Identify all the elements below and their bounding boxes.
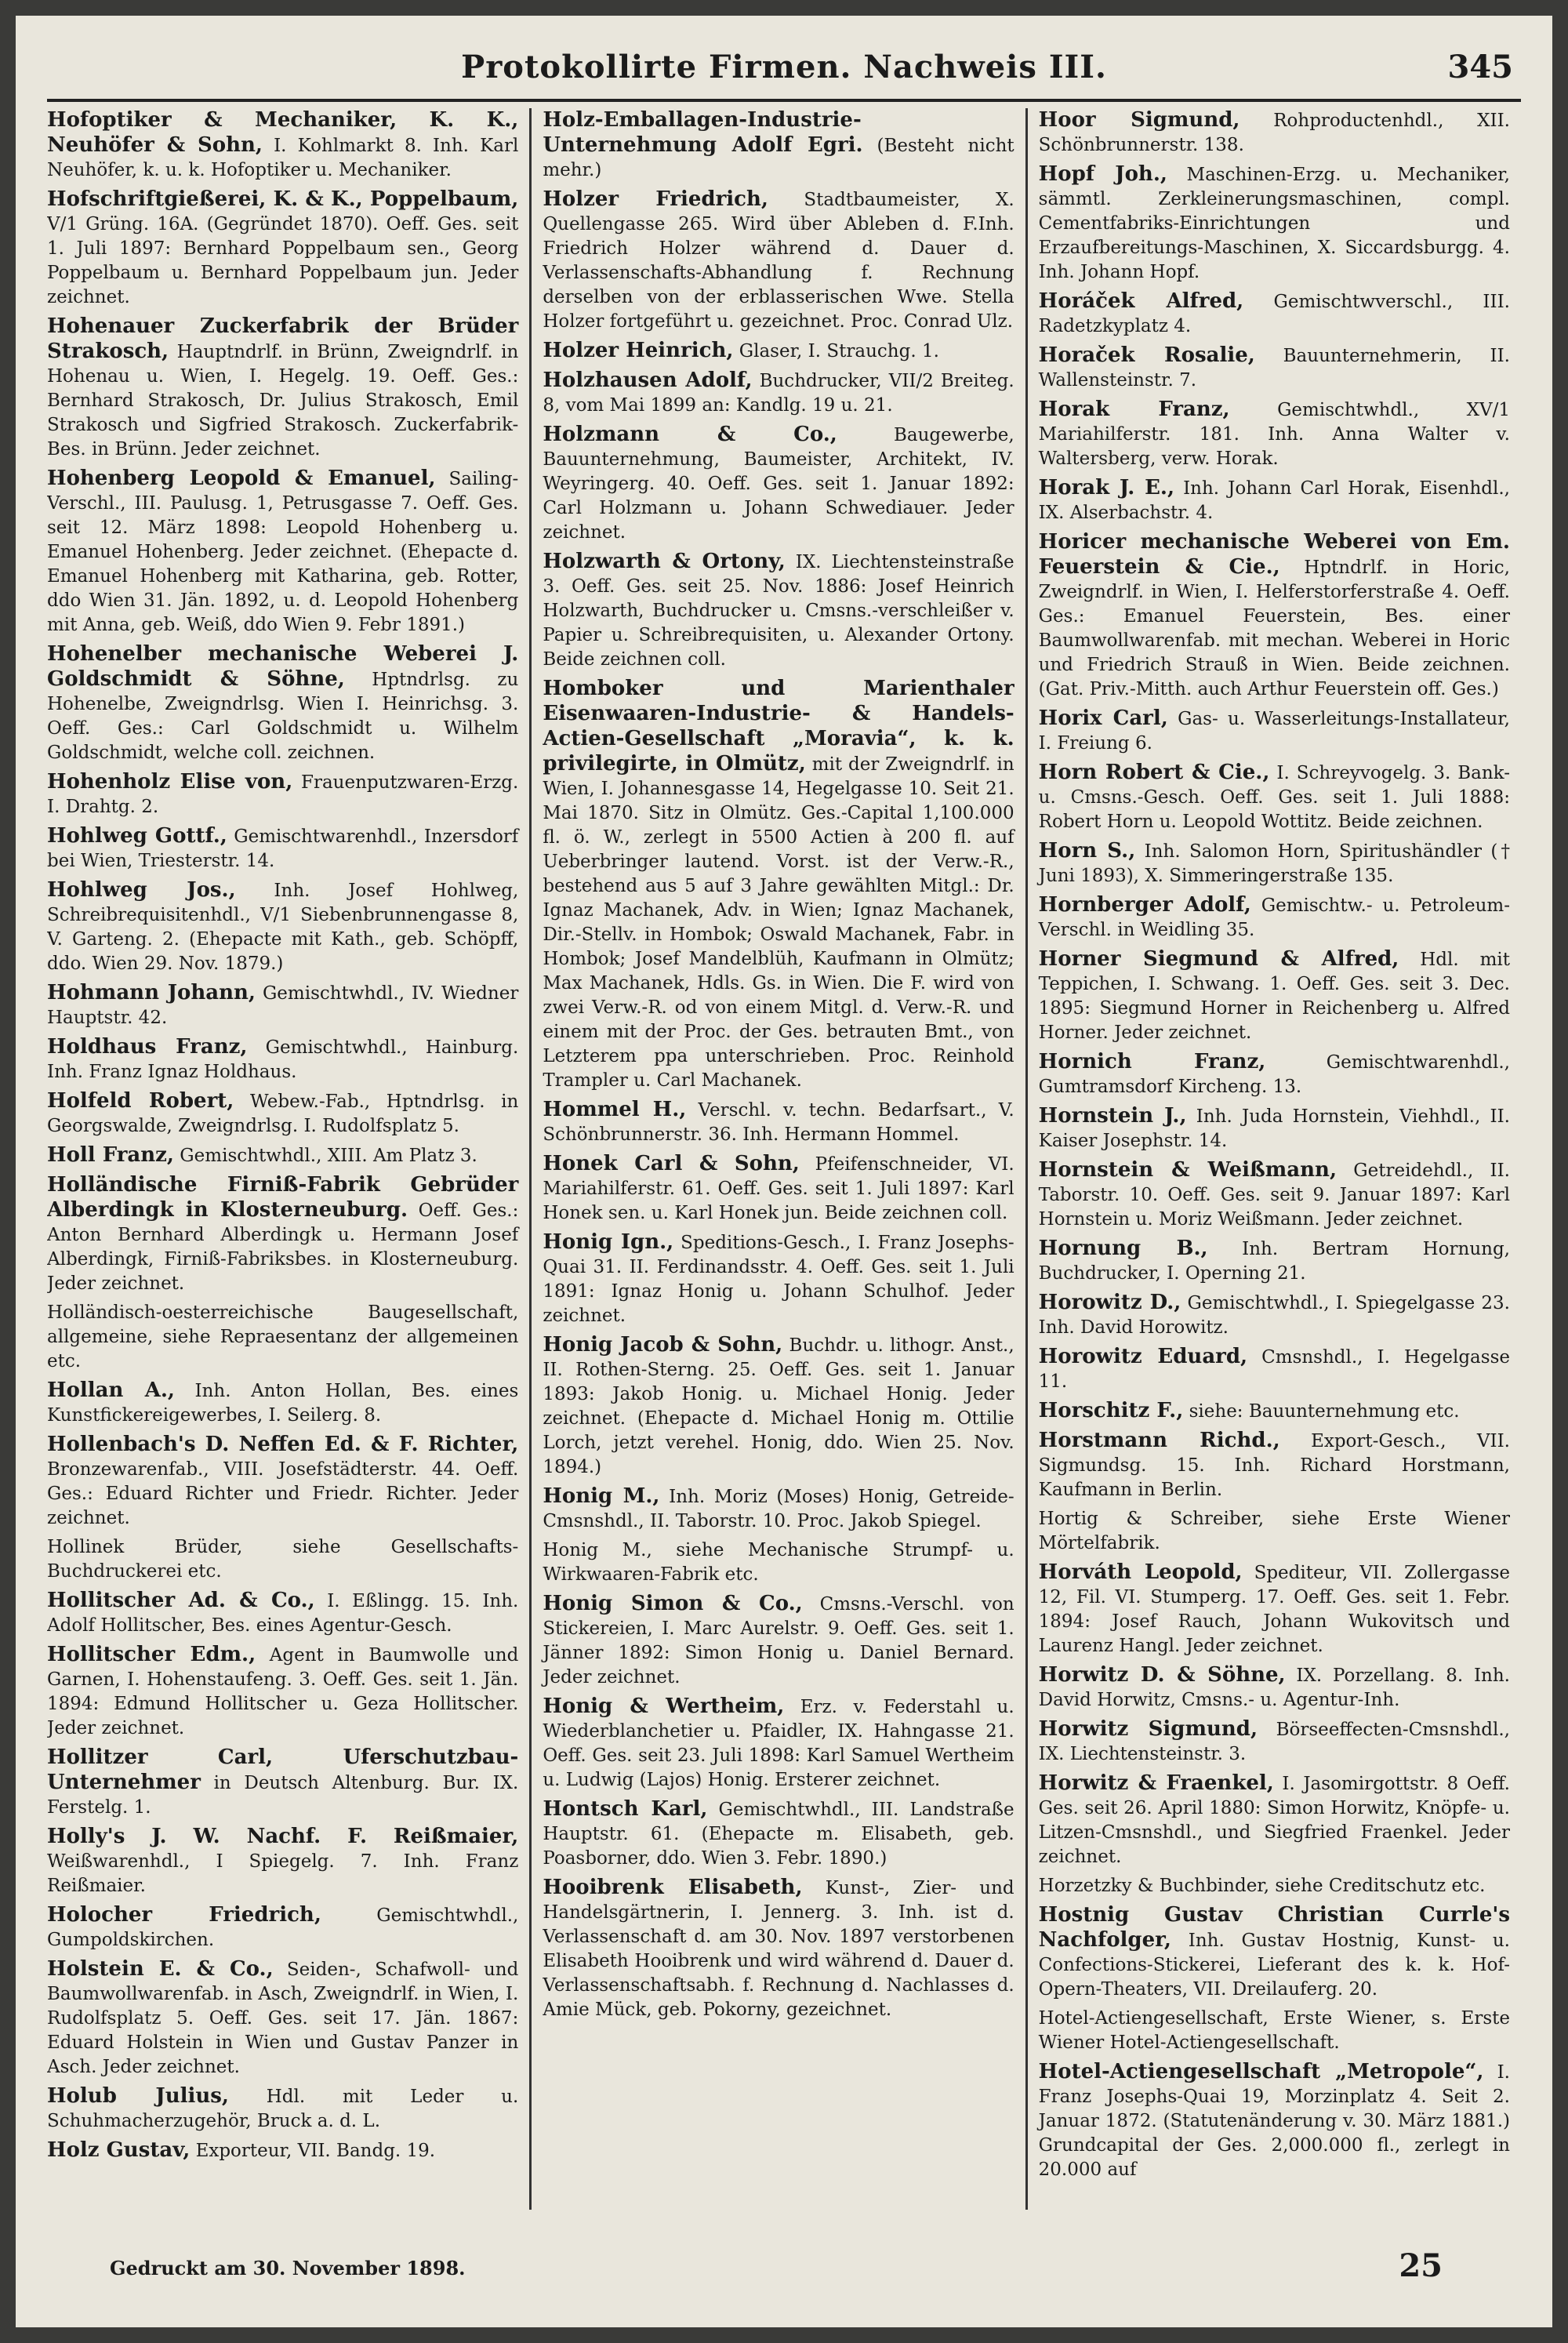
directory-entry xyxy=(47,1903,518,1952)
firm-name: Holly's J. W. Nachf. F. Reißmaier, xyxy=(47,1825,519,1848)
firm-details: Frauenputzwaren-Erzg. I. Drahtg. 2. xyxy=(47,772,519,817)
firm-details: Gemischtw.- u. Petroleum-Verschl. in Weidling 35. xyxy=(1038,895,1510,940)
directory-entry xyxy=(1039,1104,1510,1153)
firm-details: Export-Gesch., VII. Sigmundsg. 15. Inh. Richard Horstmann, Kaufmann in Berlin. xyxy=(1038,1431,1510,1500)
directory-entry xyxy=(1039,343,1510,393)
directory-entry xyxy=(543,677,1014,1093)
column-3 xyxy=(1025,108,1521,2210)
firm-details: Cmsns.-Verschl. von Stickereien, I. Marc Aurelstr. 9. Oeff. Ges. seit 1. Jänner 1892: Simon Honig u. Daniel Bernard. Jeder zeichnet. xyxy=(543,1594,1014,1687)
directory-entry xyxy=(1039,1663,1510,1713)
firm-details: Sailing-Verschl., III. Paulusg. 1, Petrusgasse 7. Oeff. Ges. seit 12. März 1898: Leopold Hohenberg u. Emanuel Hohenberg. Jeder zeichnet. (Ehepacte d. Emanuel Hohenberg mit Katharina, geb. Rotter, ddo Wien 31. Jän. 1892, u. d. Leopold Hohenberg mit Anna, geb. Weiß, ddo Wien 9. Febr 1891.) xyxy=(47,469,519,635)
firm-name: Holocher Friedrich, xyxy=(47,1903,321,1927)
firm-details: Gemischtwhdl., IV. Wiedner Hauptstr. 42. xyxy=(47,983,519,1028)
firm-name: Hohenberg Leopold & Emanuel, xyxy=(47,467,436,490)
directory-entry xyxy=(1039,108,1510,158)
firm-details: Gas- u. Wasserleitungs-Installateur, I. Freiung 6. xyxy=(1038,709,1510,754)
firm-details: Hollinek Brüder, siehe Gesellschafts-Buchdruckerei etc. xyxy=(47,1537,519,1582)
firm-name: Hostnig Gustav Christian Currle's Nachfolger, xyxy=(1038,1903,1510,1952)
firm-name: Horschitz F., xyxy=(1038,1399,1184,1422)
directory-entry xyxy=(1039,1903,1510,2002)
directory-entry xyxy=(47,642,518,765)
directory-entry xyxy=(543,423,1014,545)
firm-details: Inh. Johann Carl Horak, Eisenhdl., IX. Alserbachstr. 4. xyxy=(1038,478,1510,523)
firm-details: Getreidehdl., II. Taborstr. 10. Oeff. Ges. seit 9. Januar 1897: Karl Hornstein u. Moriz Weißmann. Jeder zeichnet. xyxy=(1038,1161,1510,1230)
directory-entry xyxy=(47,1301,518,1374)
firm-details: Inh. Gustav Hostnig, Kunst- u. Confections-Stickerei, Lieferant des k. k. Hof-Opern-Theaters, VII. Dreilauferg. 20. xyxy=(1038,1931,1510,2000)
firm-details: Börseeffecten-Cmsnshdl., IX. Liechtensteinstr. 3. xyxy=(1038,1720,1510,1764)
firm-name: Hoor Sigmund, xyxy=(1038,108,1240,132)
directory-entry xyxy=(1039,1237,1510,1286)
firm-name: Honig & Wertheim, xyxy=(543,1695,785,1718)
firm-name: Hontsch Karl, xyxy=(543,1797,708,1821)
firm-name: Hollitscher Ad. & Co., xyxy=(47,1589,315,1612)
firm-name: Horak J. E., xyxy=(1038,476,1174,499)
firm-name: Hohlweg Jos., xyxy=(47,878,236,902)
firm-details: Kunst-, Zier- und Handelsgärtnerin, I. Jennerg. 3. Inh. ist d. Verlassenschaft d. am 30. Nov. 1897 verstorbenen Elisabeth Hooibrenk und wird während d. Dauer d. Verlassenschaftsabh. f. Rechnung d. Nachlasses d. Amie Mück, geb. Pokorny, gezeichnet. xyxy=(543,1878,1014,2020)
firm-details: I. Eßlingg. 15. Inh. Adolf Hollitscher, Bes. eines Agentur-Gesch. xyxy=(47,1591,519,1636)
firm-name: Horáček Alfred, xyxy=(1038,289,1244,313)
directory-entry xyxy=(47,2084,518,2134)
directory-entry xyxy=(47,1825,518,1898)
firm-details: Gemischtwhdl., XIII. Am Platz 3. xyxy=(180,1146,477,1166)
directory-entry xyxy=(1039,1345,1510,1394)
page-number: 345 xyxy=(1447,49,1513,85)
firm-details: Inh. Moriz (Moses) Honig, Getreide-Cmsnshdl., II. Taborstr. 10. Proc. Jakob Spiegel. xyxy=(543,1487,1014,1531)
firm-name: Horowitz Eduard, xyxy=(1038,1345,1248,1368)
firm-details: Webew.-Fab., Hptndrlsg. in Georgswalde, Zweigndrlsg. I. Rudolfsplatz 5. xyxy=(47,1092,519,1136)
firm-details: Cmsnshdl., I. Hegelgasse 11. xyxy=(1038,1347,1510,1392)
firm-name: Holzhausen Adolf, xyxy=(543,369,753,392)
firm-details: Exporteur, VII. Bandg. 19. xyxy=(195,2141,436,2161)
directory-entry xyxy=(47,1957,518,2080)
firm-details: I. Franz Josephs-Quai 19, Morzinplatz 4. Seit 2. Januar 1872. (Statutenänderung v. 30. März 1881.) Grundcapital der Ges. 2,000.000 fl., zerlegt in 20.000 auf xyxy=(1038,2062,1510,2180)
firm-details: Hortig & Schreiber, siehe Erste Wiener Mörtelfabrik. xyxy=(1038,1509,1510,1553)
directory-page xyxy=(16,16,1552,2327)
firm-name: Honek Carl & Sohn, xyxy=(543,1152,800,1175)
page-header xyxy=(47,44,1521,102)
directory-entry xyxy=(543,369,1014,418)
directory-entry xyxy=(47,1089,518,1139)
directory-entry xyxy=(47,187,518,310)
directory-entry xyxy=(543,187,1014,334)
firm-details: siehe: Bauunternehmung etc. xyxy=(1189,1401,1460,1422)
firm-details: Gemischtwarenhdl., Gumtramsdorf Kircheng. 13. xyxy=(1038,1052,1510,1097)
directory-entry xyxy=(543,1098,1014,1147)
firm-details: I. Schreyvogelg. 3. Bank- u. Cmsns.-Gesch. Oeff. Ges. seit 1. Juli 1888: Robert Horn u. Leopold Wottitz. Beide zeichnen. xyxy=(1038,763,1510,832)
firm-details: IX. Porzellang. 8. Inh. David Horwitz, Cmsns.- u. Agentur-Inh. xyxy=(1038,1666,1510,1710)
firm-details: Hauptndrlf. in Brünn, Zweigndrlf. in Hohenau u. Wien, I. Hegelg. 19. Oeff. Ges.: Bernhard Strakosch, Dr. Julius Strakosch, Emil Strakosch und Sigfried Strakosch. Zuckerfabrik-Bes. in Brünn. Jeder zeichnet. xyxy=(47,342,519,460)
firm-details: Buchdr. u. lithogr. Anst., II. Rothen-Sterng. 25. Oeff. Ges. seit 1. Januar 1893: Jakob Honig. u. Michael Honig. Jeder zeichnet. (Ehepacte d. Michael Honig m. Ottilie Lorch, jetzt verehel. Honig, ddo. Wien 25. Nov. 1894.) xyxy=(543,1335,1014,1477)
firm-name: Holdhaus Franz, xyxy=(47,1035,248,1059)
directory-entry xyxy=(543,1797,1014,1871)
firm-name: Holzer Heinrich, xyxy=(543,339,734,362)
directory-entry xyxy=(543,339,1014,364)
firm-details: Hptndrlf. in Horic, Zweigndrlf. in Wien, I. Helferstorferstraße 4. Oeff. Ges.: Emanuel Feuerstein, Bes. einer Baumwollwarenfab. mit mechan. Weberei in Horic und Friedrich Strauß in Wien. Beide zeichnen. (Gat. Priv.-Mitth. auch Arthur Feuerstein off. Ges.) xyxy=(1038,558,1510,699)
directory-entry xyxy=(1039,476,1510,525)
firm-name: Hohenelber mechanische Weberei J. Goldschmidt & Söhne, xyxy=(47,642,519,691)
firm-name: Hopf Joh., xyxy=(1038,162,1167,186)
firm-name: Honig Ign., xyxy=(543,1230,674,1254)
firm-details: Glaser, I. Strauchg. 1. xyxy=(739,341,939,361)
directory-entry xyxy=(47,1535,518,1584)
firm-details: Hotel-Actiengesellschaft, Erste Wiener, s. Erste Wiener Hotel-Actiengesellschaft. xyxy=(1038,2008,1510,2053)
column-1 xyxy=(47,108,529,2210)
firm-details: Inh. Anton Hollan, Bes. eines Kunstfickereigewerbes, I. Seilerg. 8. xyxy=(47,1381,519,1426)
directory-entry xyxy=(47,878,518,976)
directory-entry xyxy=(1039,1429,1510,1502)
firm-details: Inh. Bertram Hornung, Buchdrucker, I. Operning 21. xyxy=(1038,1239,1510,1284)
directory-entry xyxy=(543,1876,1014,2022)
directory-entry xyxy=(1039,530,1510,702)
firm-name: Hornstein J., xyxy=(1038,1104,1187,1128)
directory-entry xyxy=(1039,707,1510,756)
firm-name: Holz-Emballagen-Industrie-Unternehmung Adolf Egri. xyxy=(543,108,863,157)
firm-details: Rohproductenhdl., XII. Schönbrunnerstr. 138. xyxy=(1038,111,1510,155)
directory-entry xyxy=(1039,1158,1510,1232)
firm-name: Hofschriftgießerei, K. & K., Poppelbaum, xyxy=(47,187,519,211)
firm-name: Homboker und Marienthaler Eisenwaaren-Industrie- & Handels-Actien-Gesellschaft „Moravia“, k. k. privilegirte, in Olmütz, xyxy=(543,677,1014,776)
firm-name: Hornberger Adolf, xyxy=(1038,893,1251,917)
firm-details: Erz. v. Federstahl u. Wiederblanchetier u. Pfaidler, IX. Hahngasse 21. Oeff. Ges. seit 23. Juli 1898: Karl Samuel Wertheim u. Ludwig (Lajos) Honig. Ersterer zeichnet. xyxy=(543,1697,1014,1790)
directory-entry xyxy=(1039,2060,1510,2182)
directory-entry xyxy=(47,1433,518,1531)
firm-name: Hohlweg Gottf., xyxy=(47,824,227,848)
firm-name: Hollitscher Edm., xyxy=(47,1643,256,1666)
firm-details: Holländisch-oesterreichische Baugesellschaft, allgemeine, siehe Repraesentanz der allgemeinen etc. xyxy=(47,1302,519,1371)
firm-name: Horner Siegmund & Alfred, xyxy=(1038,947,1399,971)
firm-name: Honig Simon & Co., xyxy=(543,1592,803,1615)
firm-details: Speditions-Gesch., I. Franz Josephs-Quai 31. II. Ferdinandsstr. 4. Oeff. Ges. seit 1. Juli 1891: Ignaz Honig u. Johann Schulhof. Jeder zeichnet. xyxy=(543,1233,1014,1326)
firm-name: Horwitz D. & Söhne, xyxy=(1038,1663,1286,1687)
directory-entry xyxy=(47,1643,518,1741)
firm-details: Gemischtwhdl., Gumpoldskirchen. xyxy=(47,1905,519,1950)
firm-details: Bronzewarenfab., VIII. Josefstädterstr. 44. Oeff. Ges.: Eduard Richter und Friedr. Richter. Jeder zeichnet. xyxy=(47,1459,519,1528)
firm-details: Bauunternehmerin, II. Wallensteinstr. 7. xyxy=(1038,346,1510,390)
firm-name: Holzmann & Co., xyxy=(543,423,837,446)
firm-details: Gemischtwarenhdl., Inzersdorf bei Wien, Triesterstr. 14. xyxy=(47,826,519,871)
firm-details: Gemischtwhdl., III. Landstraße Hauptstr. 61. (Ehepacte m. Elisabeth, geb. Poasborner, ddo. Wien 3. Febr. 1890.) xyxy=(543,1800,1014,1869)
firm-name: Holzwarth & Ortony, xyxy=(543,550,786,573)
directory-entry xyxy=(47,1745,518,1820)
directory-entry xyxy=(1039,1717,1510,1767)
firm-details: Buchdrucker, VII/2 Breiteg. 8, vom Mai 1899 an: Kandlg. 19 u. 21. xyxy=(543,371,1014,416)
firm-details: Inh. Josef Hohlweg, Schreibrequisitenhdl., V/1 Siebenbrunnengasse 8, V. Garteng. 2. (Ehepacte mit Kath., geb. Schöpff, ddo. Wien 29. Nov. 1879.) xyxy=(47,881,519,974)
directory-entry xyxy=(1039,839,1510,888)
firm-details: Maschinen-Erzg. u. Mechaniker, sämmtl. Zerkleinerungsmaschinen, compl. Cementfabriks-Einrichtungen und Erzaufbereitungs-Maschinen, X. Siccardsburgg. 4. Inh. Johann Hopf. xyxy=(1038,165,1510,282)
firm-name: Holz Gustav, xyxy=(47,2138,191,2162)
directory-entry xyxy=(47,314,518,462)
directory-entry xyxy=(543,550,1014,672)
firm-details: mit der Zweigndrlf. in Wien, I. Johannesgasse 14, Hegelgasse 10. Seit 21. Mai 1870. Sitz in Olmütz. Ges.-Capital 1,100.000 fl. ö. W., zerlegt in 5500 Actien à 200 fl. auf Ueberbringer lautend. Vorst. ist der Verw.-R., bestehend aus 5 auf 3 Jahre gewählten Mitgl.: Dr. Ignaz Machanek, Adv. in Wien; Ignaz Machanek, Dir.-Stellv. in Hombok; Oswald Machanek, Fabr. in Hombok; Josef Mandelblüh, Kaufmann in Olmütz; Max Machanek, Hdls. Gs. in Wien. Die F. wird von zwei Verw.-R. od von einem Mitgl. d. Verw.-R. und einem mit der Proc. der Ges. betrauten Bmt., von Letzterem ppa unterschrieben. Proc. Reinhold Trampler u. Carl Machanek. xyxy=(543,754,1014,1091)
firm-name: Holzer Friedrich, xyxy=(543,187,768,211)
directory-entry xyxy=(543,1484,1014,1534)
firm-details: Gemischtwhdl., I. Spiegelgasse 23. Inh. David Horowitz. xyxy=(1038,1293,1510,1338)
firm-name: Horowitz D., xyxy=(1038,1291,1181,1314)
directory-entry xyxy=(47,824,518,874)
firm-details: Pfeifenschneider, VI. Mariahilferstr. 61. Oeff. Ges. seit 1. Juli 1897: Karl Honek sen. u. Karl Honek jun. Beide zeichnen coll. xyxy=(543,1154,1014,1223)
firm-name: Horstmann Richd., xyxy=(1038,1429,1280,1452)
firm-name: Hohmann Johann, xyxy=(47,981,256,1004)
directory-entry xyxy=(47,770,518,819)
firm-details: Verschl. v. techn. Bedarfsart., V. Schönbrunnerstr. 36. Inh. Hermann Hommel. xyxy=(543,1100,1014,1145)
firm-details: Horzetzky & Buchbinder, siehe Creditschutz etc. xyxy=(1038,1876,1486,1896)
directory-entry xyxy=(47,1035,518,1084)
firm-name: Horn S., xyxy=(1038,839,1136,863)
directory-entry xyxy=(1039,1291,1510,1340)
directory-entry xyxy=(543,1695,1014,1793)
firm-details: IX. Liechtensteinstraße 3. Oeff. Ges. seit 25. Nov. 1886: Josef Heinrich Holzwarth, Buchdrucker u. Cmsns.-verschleißer v. Papier u. Schreibrequisiten, u. Alexander Ortony. Beide zeichnen coll. xyxy=(543,552,1014,670)
firm-name: Hohenauer Zuckerfabrik der Brüder Strakosch, xyxy=(47,314,519,363)
directory-entry xyxy=(47,1589,518,1638)
entry-columns xyxy=(47,108,1521,2210)
directory-entry xyxy=(1039,1050,1510,1099)
firm-details: in Deutsch Altenburg. Bur. IX. Ferstelg. 1. xyxy=(47,1773,519,1818)
directory-entry xyxy=(47,108,518,183)
firm-name: Holländische Firniß-Fabrik Gebrüder Alberdingk in Klosterneuburg. xyxy=(47,1173,519,1222)
firm-details: Seiden-, Schafwoll- und Baumwollwarenfab. in Asch, Zweigndrlf. in Wien, I. Rudolfsplatz 5. Oeff. Ges. seit 17. Jän. 1867: Eduard Holstein in Wien und Gustav Panzer in Asch. Jeder zeichnet. xyxy=(47,1960,519,2077)
directory-entry xyxy=(1039,1399,1510,1424)
print-date-note: Gedruckt am 30. November 1898. xyxy=(110,2257,466,2279)
firm-details: Gemischtwhdl., XV/1 Mariahilferstr. 181. Inh. Anna Walter v. Waltersberg, verw. Horak. xyxy=(1038,400,1510,469)
firm-name: Horak Franz, xyxy=(1038,398,1230,421)
firm-name: Hohenholz Elise von, xyxy=(47,770,293,794)
firm-name: Hornstein & Weißmann, xyxy=(1038,1158,1337,1182)
directory-entry xyxy=(543,1592,1014,1690)
firm-details: (Besteht nicht mehr.) xyxy=(543,136,1014,180)
directory-entry xyxy=(1039,1771,1510,1869)
page-title: Protokollirte Firmen. Nachweis III. xyxy=(461,49,1107,85)
directory-entry xyxy=(47,1379,518,1428)
firm-name: Holl Franz, xyxy=(47,1143,174,1167)
firm-name: Horwitz & Fraenkel, xyxy=(1038,1771,1274,1795)
directory-entry xyxy=(543,108,1014,183)
firm-name: Hornich Franz, xyxy=(1038,1050,1266,1073)
firm-name: Horwitz Sigmund, xyxy=(1038,1717,1258,1741)
firm-name: Horn Robert & Cie., xyxy=(1038,761,1270,784)
firm-details: Gemischtwhdl., Hainburg. Inh. Franz Ignaz Holdhaus. xyxy=(47,1037,519,1082)
firm-details: I. Jasomirgottstr. 8 Oeff. Ges. seit 26. April 1880: Simon Horwitz, Knöpfe- u. Litzen-Cmsnshdl., und Siegfried Fraenkel. Jeder zeichnet. xyxy=(1038,1774,1510,1867)
firm-name: Holfeld Robert, xyxy=(47,1089,234,1113)
firm-details: Hdl. mit Teppichen, I. Schwang. 1. Oeff. Ges. seit 3. Dec. 1895: Siegmund Horner in Reichenberg u. Alfred Horner. Jeder zeichnet. xyxy=(1038,950,1510,1043)
firm-name: Hollan A., xyxy=(47,1379,175,1402)
firm-name: Hornung B., xyxy=(1038,1237,1208,1260)
firm-details: Gemischtwverschl., III. Radetzkyplatz 4. xyxy=(1038,292,1510,336)
directory-entry xyxy=(543,1538,1014,1587)
firm-name: Hooibrenk Elisabeth, xyxy=(543,1876,803,1899)
column-2 xyxy=(529,108,1025,2210)
firm-name: Holstein E. & Co., xyxy=(47,1957,274,1981)
firm-details: Baugewerbe, Bauunternehmung, Baumeister, Architekt, IV. Weyringerg. 40. Oeff. Ges. seit 1. Januar 1892: Carl Holzmann u. Johann Schwediauer. Jeder zeichnet. xyxy=(543,425,1014,543)
firm-details: Honig M., siehe Mechanische Strumpf- u. Wirkwaaren-Fabrik etc. xyxy=(543,1540,1014,1585)
firm-details: V/1 Grüng. 16A. (Gegründet 1870). Oeff. Ges. seit 1. Juli 1897: Bernhard Poppelbaum sen., Georg Poppelbaum u. Bernhard Poppelbaum jun. Jeder zeichnet. xyxy=(47,214,519,307)
directory-entry xyxy=(543,1152,1014,1226)
firm-details: Hptndrlsg. zu Hohenelbe, Zweigndrlsg. Wien I. Heinrichsg. 3. Oeff. Ges.: Carl Goldschmidt u. Wilhelm Goldschmidt, welche coll. zeichnen. xyxy=(47,670,519,763)
directory-entry xyxy=(543,1230,1014,1328)
directory-entry xyxy=(47,1143,518,1168)
firm-details: Inh. Salomon Horn, Spiritushändler († Juni 1893), X. Simmeringerstraße 135. xyxy=(1038,841,1510,886)
firm-details: Spediteur, VII. Zollergasse 12, Fil. VI. Stumperg. 17. Oeff. Ges. seit 1. Febr. 1894: Josef Rauch, Johann Wukovitsch und Laurenz Hangl. Jeder zeichnet. xyxy=(1038,1563,1510,1656)
firm-name: Honig Jacob & Sohn, xyxy=(543,1333,783,1357)
directory-entry xyxy=(47,1173,518,1296)
firm-name: Hollenbach's D. Neffen Ed. & F. Richter, xyxy=(47,1433,519,1456)
firm-name: Horicer mechanische Weberei von Em. Feuerstein & Cie., xyxy=(1038,530,1510,579)
directory-entry xyxy=(1039,1874,1510,1898)
directory-entry xyxy=(1039,289,1510,339)
firm-name: Horaček Rosalie, xyxy=(1038,343,1255,367)
firm-name: Hofoptiker & Mechaniker, K. K., Neuhöfer & Sohn, xyxy=(47,108,519,157)
directory-entry xyxy=(47,2138,518,2163)
firm-name: Holub Julius, xyxy=(47,2084,229,2108)
directory-entry xyxy=(543,1333,1014,1480)
directory-entry xyxy=(1039,1507,1510,1556)
firm-name: Honig M., xyxy=(543,1484,660,1508)
directory-entry xyxy=(47,467,518,638)
signature-mark: 25 xyxy=(1399,2247,1443,2284)
directory-entry xyxy=(1039,893,1510,943)
firm-name: Horváth Leopold, xyxy=(1038,1560,1243,1584)
directory-entry xyxy=(1039,947,1510,1045)
firm-name: Hotel-Actiengesellschaft „Metropole“, xyxy=(1038,2060,1484,2083)
firm-name: Hommel H., xyxy=(543,1098,687,1121)
page-footer xyxy=(47,2233,1521,2296)
directory-entry xyxy=(47,981,518,1030)
firm-name: Hollitzer Carl, Uferschutzbau-Unternehmer xyxy=(47,1745,519,1794)
firm-details: Inh. Juda Hornstein, Viehhdl., II. Kaiser Josephstr. 14. xyxy=(1038,1106,1510,1151)
firm-details: Agent in Baumwolle und Garnen, I. Hohenstaufeng. 3. Oeff. Ges. seit 1. Jän. 1894: Edmund Hollitscher u. Geza Hollitscher. Jeder zeichnet. xyxy=(47,1645,519,1738)
firm-details: Hdl. mit Leder u. Schuhmacherzugehör, Bruck a. d. L. xyxy=(47,2087,519,2131)
firm-details: Weißwarenhdl., I Spiegelg. 7. Inh. Franz Reißmaier. xyxy=(47,1851,519,1896)
directory-entry xyxy=(1039,1560,1510,1658)
firm-details: I. Kohlmarkt 8. Inh. Karl Neuhöfer, k. u. k. Hofoptiker u. Mechaniker. xyxy=(47,136,519,180)
directory-entry xyxy=(1039,761,1510,834)
directory-entry xyxy=(1039,2007,1510,2055)
directory-entry xyxy=(1039,398,1510,471)
firm-details: Stadtbaumeister, X. Quellengasse 265. Wird über Ableben d. F.Inh. Friedrich Holzer während d. Dauer d. Verlassenschafts-Abhandlung f. Rechnung derselben von der erblasserischen Wwe. Stella Holzer fortgeführt u. gezeichnet. Proc. Conrad Ulz. xyxy=(543,190,1014,332)
firm-details: Oeff. Ges.: Anton Bernhard Alberdingk u. Hermann Josef Alberdingk, Firniß-Fabriksbes. in Klosterneuburg. Jeder zeichnet. xyxy=(47,1201,519,1294)
directory-entry xyxy=(1039,162,1510,285)
firm-name: Horix Carl, xyxy=(1038,707,1168,730)
